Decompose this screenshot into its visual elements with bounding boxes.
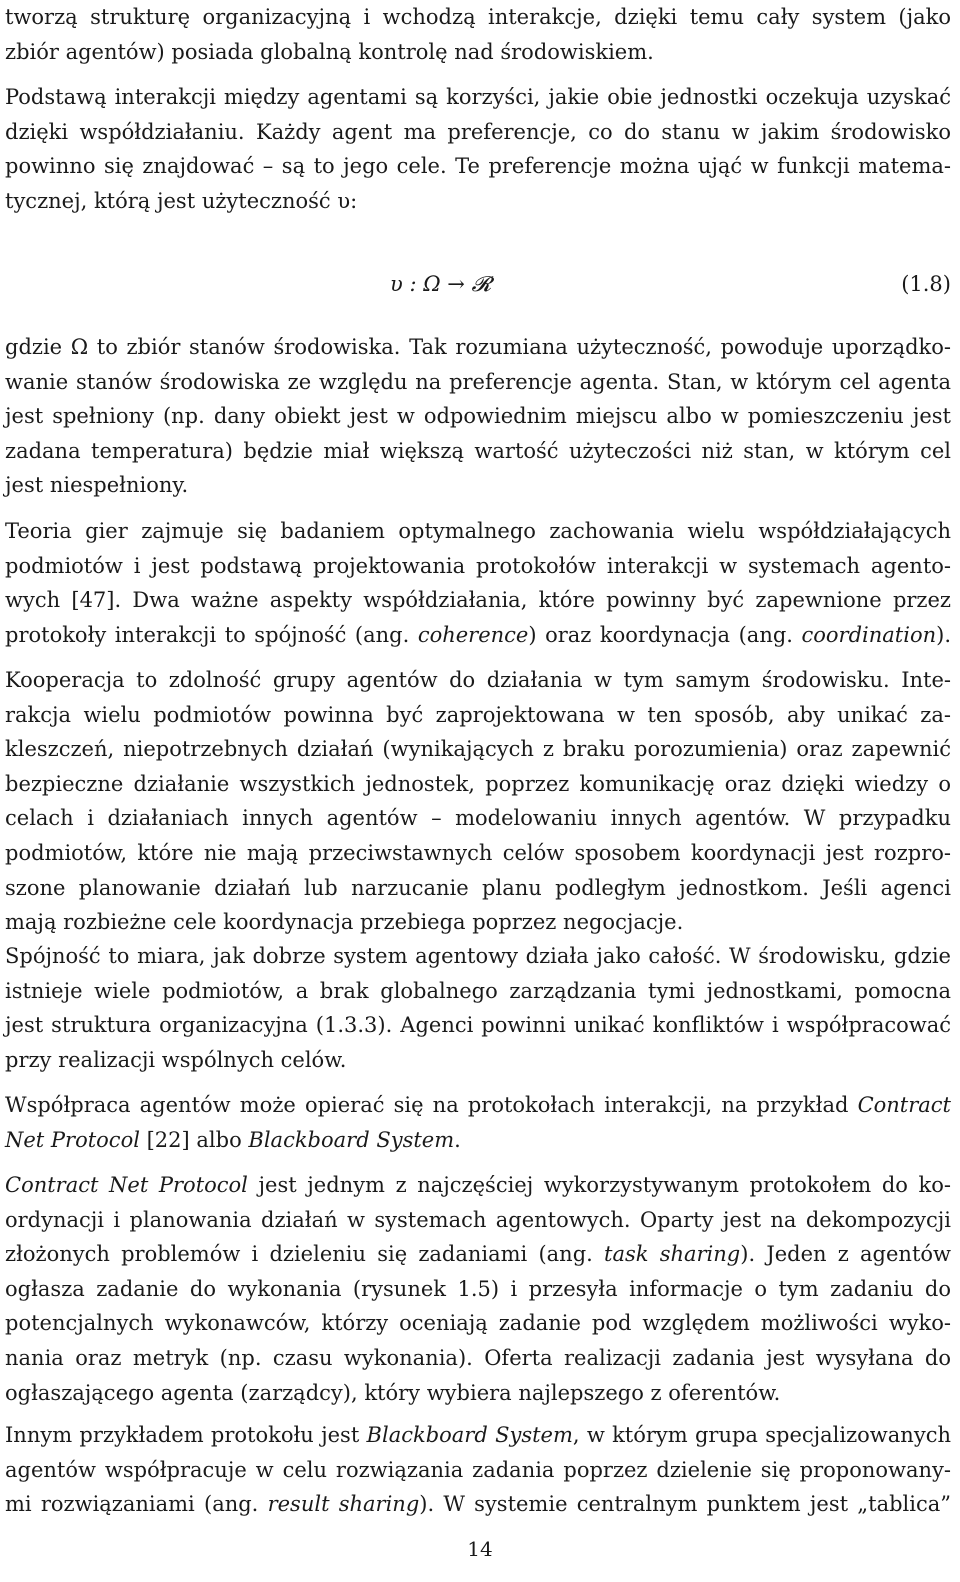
text-run: ). W systemie centralnym punktem jest „tablica”: [419, 1492, 951, 1517]
text-run: mi rozwiązaniami (ang.: [5, 1492, 268, 1517]
term-blackboard-system: Blackboard System: [248, 1127, 455, 1152]
text-line: Spójność to miara, jak dobrze system agentowy działa jako całość. W środowisku, gdzie: [5, 944, 951, 968]
text-line: podmiotów, które nie mają przeciwstawnych celów sposobem koordynacji jest rozpro-: [5, 840, 951, 865]
text-line: jest niespełniony.: [5, 473, 189, 498]
equation-number: (1.8): [901, 272, 951, 296]
text-line: jest spełniony (np. dany obiekt jest w odpowiednim miejscu albo w pomieszczeniu jest: [5, 404, 951, 429]
text-line: [5, 1123, 951, 1158]
text-line: przy realizacji wspólnych celów.: [5, 1047, 347, 1072]
text-line: ordynacji i planowania działań w systemach agentowych. Oparty jest na dekompozycji: [5, 1207, 951, 1232]
page-number: 14: [467, 1537, 493, 1561]
text-line: powinno się znajdować – są to jego cele. Te preferencje można ująć w funkcji matema-: [5, 154, 951, 179]
text-line: Podstawą interakcji między agentami są korzyści, jakie obie jednostki oczekuja uzyskać: [5, 85, 951, 109]
text-line: [5, 618, 951, 653]
equation-formula: υ : Ω → 𝓡: [390, 272, 492, 296]
text-run: ). Jeden z agentów: [740, 1242, 951, 1267]
paragraph-coherence: [5, 939, 951, 1077]
text-run: [22] albo: [139, 1127, 249, 1152]
text-line: ogłaszającego agenta (zarządcy), który wybiera najlepszego z oferentów.: [5, 1380, 781, 1405]
text-line: [5, 1418, 951, 1453]
equation: [5, 267, 951, 302]
text-line: tycznej, którą jest użyteczność υ:: [5, 188, 358, 213]
text-run: złożonych problemów i dzieleniu się zadaniami (ang.: [5, 1242, 605, 1267]
text-line: zbiór agentów) posiada globalną kontrolę nad środowiskiem.: [5, 39, 654, 64]
term-blackboard-system: Blackboard System: [366, 1423, 573, 1447]
text-line: mają rozbieżne cele koordynacja przebiega poprzez negocjacje.: [5, 910, 684, 935]
term-contract: Contract: [857, 1093, 951, 1117]
text-line: bezpieczne działanie wszystkich jednostek, poprzez komunikację oraz dzięki wiedzy o: [5, 771, 951, 796]
text-line: wych [47]. Dwa ważne aspekty współdziałania, które powinny być zapewnione przez: [5, 588, 951, 613]
text-line: Teoria gier zajmuje się badaniem optymalnego zachowania wielu współdziałających: [5, 519, 951, 543]
text-line: agentów współpracuje w celu rozwiązania zadania poprzez dzielenie się proponowany-: [5, 1457, 951, 1482]
term-task-sharing: task sharing: [604, 1242, 741, 1267]
paragraph-game-theory: [5, 514, 951, 652]
paragraph-contract-net: [5, 1168, 951, 1410]
text-line: szone planowanie działań lub narzucanie planu podległym jednostkom. Jeśli agenci: [5, 875, 951, 900]
text-run: ).: [936, 622, 951, 647]
text-run: jest jednym z najczęściej wykorzystywanym protokołem do ko-: [247, 1173, 951, 1197]
term-coordination: coordination: [801, 622, 937, 647]
term-net-protocol: Net Protocol: [5, 1127, 140, 1152]
text-line: istnieje wiele podmiotów, a brak globalnego zarządzania tymi jednostkami, pomocna: [5, 978, 951, 1003]
term-result-sharing: result sharing: [267, 1492, 420, 1517]
text-line: [5, 1088, 951, 1123]
text-line: [5, 1487, 951, 1522]
paragraph-blackboard: [5, 1418, 951, 1522]
paragraph-protocols: [5, 1088, 951, 1157]
text-run: Współpraca agentów może opierać się na protokołach interakcji, na przykład: [5, 1093, 858, 1117]
text-line: nania oraz metryk (np. czasu wykonania). Oferta realizacji zadania jest wysyłana do: [5, 1345, 951, 1370]
text-run: protokoły interakcji to spójność (ang.: [5, 622, 418, 647]
text-line: celach i działaniach innych agentów – modelowaniu innych agentów. W przypadku: [5, 806, 951, 831]
text-run: .: [454, 1127, 461, 1152]
term-contract-net-protocol: Contract Net Protocol: [5, 1173, 248, 1197]
text-line: Kooperacja to zdolność grupy agentów do działania w tym samym środowisku. Inte-: [5, 668, 951, 692]
text-line: dzięki współdziałaniu. Każdy agent ma preferencje, co do stanu w jakim środowisko: [5, 119, 951, 144]
text-line: wanie stanów środowiska ze względu na preferencje agenta. Stan, w którym cel agenta: [5, 369, 951, 394]
text-line: tworzą strukturę organizacyjną i wchodzą interakcje, dzięki temu cały system (jako: [5, 5, 951, 29]
text-line: kleszczeń, niepotrzebnych działań (wynikających z braku porozumienia) oraz zapewnić: [5, 737, 951, 762]
paragraph-utility: [5, 80, 951, 218]
text-line: rakcja wielu podmiotów powinna być zaprojektowana w ten sposób, aby unikać za-: [5, 702, 951, 727]
text-line: potencjalnych wykonawców, którzy oceniają zadanie pod względem możliwości wyko-: [5, 1311, 951, 1336]
text-line: [5, 1168, 951, 1203]
text-run: Innym przykładem protokołu jest: [5, 1423, 367, 1447]
text-line: podmiotów i jest podstawą projektowania protokołów interakcji w systemach agento-: [5, 553, 951, 578]
text-line: ogłasza zadanie do wykonania (rysunek 1.5) i przesyła informacje o tym zadaniu do: [5, 1276, 951, 1301]
term-coherence: coherence: [417, 622, 529, 647]
text-line: [5, 1237, 951, 1272]
paragraph-omega: [5, 330, 951, 503]
text-line: zadana temperatura) będzie miał większą wartość użyteczości niż stan, w którym cel: [5, 438, 951, 463]
paragraph-cooperation: [5, 663, 951, 940]
paragraph-intro-continuation: [5, 0, 951, 69]
text-line: jest struktura organizacyjna (1.3.3). Agenci powinni unikać konfliktów i współpracować: [5, 1013, 951, 1038]
text-run: ) oraz koordynacja (ang.: [528, 622, 802, 647]
text-line: gdzie Ω to zbiór stanów środowiska. Tak rozumiana użyteczność, powoduje uporządko-: [5, 335, 951, 359]
text-run: , w którym grupa specjalizowanych: [572, 1423, 951, 1447]
